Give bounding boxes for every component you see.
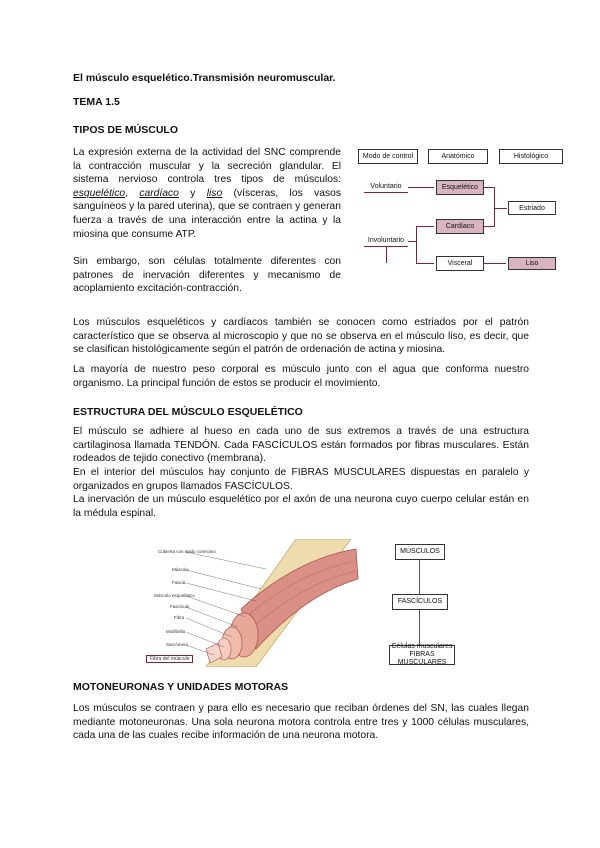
diagram-liso: Liso — [508, 257, 556, 270]
section-heading-tipos: TIPOS DE MÚSCULO — [73, 124, 179, 136]
illustration-label-musculo-esqueletico: Músculo esquelético — [154, 593, 195, 598]
paragraph-estructura-1: El músculo se adhiere al hueso en cada uno de sus extremos a través de una estructura cartilaginosa llamada TENDÓN. Cada FASCÍCULOS están formados por fibras musculares. Están rodeados de tejido conectivo (membrana). — [73, 426, 529, 465]
illustration-label-fasciculo: Fascículo — [170, 604, 190, 609]
diagram-header-control: Modo de control — [358, 149, 418, 164]
flow-box-fasciculos: FASCÍCULOS — [392, 594, 448, 610]
muscle-structure-illustration — [146, 539, 366, 667]
illustration-label-fascia: Fascia — [172, 580, 186, 585]
section-heading-motoneuronas: MOTONEURONAS Y UNIDADES MOTORAS — [73, 681, 289, 693]
illustration-label-musculo: Músculo — [172, 567, 189, 572]
illustration-label-sarcomero: Sarcómero — [166, 642, 189, 647]
muscle-classification-diagram — [356, 146, 566, 276]
paragraph-tipos-4: La mayoría de nuestro peso corporal es músculo junto con el agua que conforma nuestro organismo. La principal función de estos se producir el movimiento. — [73, 364, 529, 389]
diagram-cardiaco: Cardíaco — [436, 219, 484, 234]
diagram-esqueletico: Esquelético — [436, 180, 484, 195]
diagram-voluntario: Voluntario — [364, 181, 408, 193]
diagram-header-anatomico: Anatómico — [428, 149, 488, 164]
term-liso: liso — [206, 187, 223, 199]
paragraph-tipos-2: Sin embargo, son células totalmente diferentes con patrones de inervación diferentes y mecanismo de acoplamiento excitación-contracción. — [73, 256, 341, 295]
paragraph-estructura-2: En el interior del músculos hay conjunto de FIBRAS MUSCULARES dispuestas en paralelo y organizados en grupos llamados FASCÍCULOS. — [73, 467, 529, 492]
flow-box-celulas — [389, 645, 455, 665]
diagram-involuntario: Involuntario — [364, 235, 408, 247]
diagram-estriado: Estriado — [508, 201, 556, 215]
illustration-label-tendon: Fibra del músculo — [146, 655, 193, 663]
muscle-illustration-svg — [146, 539, 366, 667]
topic-number: TEMA 1.5 — [73, 96, 120, 108]
document-title: El músculo esquelético.Transmisión neuromuscular. — [73, 72, 336, 84]
paragraph-motoneuronas: Los músculos se contraen y para ello es necesario que reciban órdenes del SN, las cuales llegan mediante motoneuronas. Una sola neurona motora controla entre tres y 1000 células musculares, cada una de las cuales recibe información de una neurona motora. — [73, 703, 529, 742]
flow-box-musculos: MÚSCULOS — [395, 544, 445, 560]
illustration-label-cubierta: Cubierta con tejido conectivo — [158, 549, 216, 554]
paragraph-tipos-1: La expresión externa de la actividad del SNC comprende la contracción muscular y la secreción glandular. El sistema nervioso controla tres tipos de músculos: esquelético, cardíaco y liso (vísceras, los vasos sanguíneos y la pared uterina), que se contraen y generan fuerza a través de una interacción entre la actina y la miosina que consume ATP. — [73, 147, 341, 240]
term-esqueletico: esquelético — [73, 187, 126, 199]
diagram-visceral: Visceral — [436, 256, 484, 271]
illustration-label-fibra: Fibra — [174, 615, 185, 620]
section-heading-estructura: ESTRUCTURA DEL MÚSCULO ESQUELÉTICO — [73, 406, 303, 418]
term-cardiaco: cardíaco — [139, 187, 179, 199]
diagram-header-histologico: Histológico — [499, 149, 563, 164]
flow-celulas-line2: FIBRAS MUSCULARES — [397, 651, 447, 666]
flow-celulas-line1: Células musculares — [391, 643, 453, 650]
paragraph-tipos-3: Los músculos esqueléticos y cardíacos también se conocen como estriados por el patrón característico que se observa al microscopio y que no se observa en el músculo liso, es decir, que se clasifican histológicamente según el patrón de ordenación de actina y miosina. — [73, 317, 529, 356]
illustration-label-miofibrilla: Miofibrilla — [166, 629, 186, 634]
paragraph-estructura-3: La inervación de un músculo esquelético por el axón de una neurona cuyo cuerpo celular están en la médula espinal. — [73, 494, 529, 519]
